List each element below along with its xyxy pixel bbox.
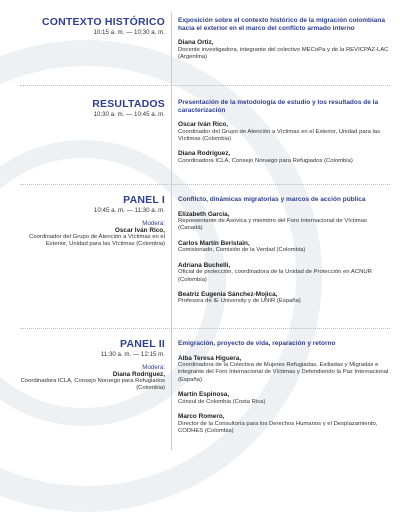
section-separator [20,328,390,329]
speaker-name: Diana Rodríguez, [178,150,231,158]
section-time: 10:15 a. m. — 10:30 a. m. [93,29,165,36]
section-time: 10:30 a. m. — 10:45 a. m. [93,111,165,118]
speaker-role: Director de la Consultoría para los Derechos Humanos y el Desplazamiento, CODHES (Colombia) [178,420,378,434]
speaker [178,211,390,233]
speaker-role: Cónsul de Colombia (Costa Rica) [178,398,266,405]
speaker-role: Coordinadora ICLA, Consejo Noruego para Refugiados (Colombia) [178,157,353,164]
section-content-panel-1 [178,196,390,306]
section-content-resultados [178,99,390,165]
speaker-name: Carlos Martín Beristain, [178,239,250,247]
speaker [178,150,390,165]
moderator-role: Coordinador del Grupo de Atención a Víctimas en el Exterior, Unidad para las Víctimas (Colombia) [29,234,165,248]
section-content-contexto [178,17,390,61]
speaker-name: Adriana Buchelli, [178,261,231,269]
speaker [178,391,390,406]
speaker [178,39,390,61]
speaker-name: Martín Espinosa, [178,391,230,399]
speaker-role: Coordinadora de la Colectiva de Mujeres Refugiadas, Exiliadas y Migradas e integrante del Foro Internacional de Víctimas y Defendiendo la Paz Internacional (España) [178,362,389,383]
column-divider [171,12,172,450]
section-topic: Presentación de la metodología de estudio y los resultados de la caracterización [178,99,379,114]
speaker-role: Oficial de protección, coordinadora de la Unidad de Protección en ACNUR (Colombia) [178,269,372,283]
speaker-role: Comisionado, Comisión de la Verdad (Colombia) [178,247,306,254]
speaker-role: Coordinador del Grupo de Atención a Víctimas en el Exterior, Unidad para las Víctimas (Colombia) [178,128,381,143]
speaker [178,413,390,435]
speaker-role: Representante de Asovica y miembro del Foro Internacional de Víctimas (Canadá) [178,218,367,232]
speaker-role: Profesora de IE University y de UNIR (España) [178,298,301,305]
speaker-name: Elizabeth García, [178,210,230,218]
section-title: PANEL I [123,194,165,206]
section-title: PANEL II [120,338,165,350]
speaker [178,355,390,384]
speaker [178,121,390,143]
speaker-name: Diana Ortiz, [178,39,214,47]
moderator-role: Coordinadora ICLA, Consejo Noruego para Refugiados (Colombia) [20,378,165,392]
section-header-resultados [92,98,165,118]
moderator-label: Modera: [142,364,165,371]
section-content-panel-2 [178,340,390,435]
section-separator [20,85,390,86]
section-separator [20,184,390,185]
section-header-panel-2 [15,338,165,393]
speaker-name: Oscar Iván Rico, [178,121,229,129]
speaker [178,262,390,284]
moderator-label: Modera: [142,220,165,227]
section-time: 11:30 a. m. — 12:15 m. [100,351,165,358]
moderator-name: Oscar Iván Rico, [114,227,165,234]
speaker [178,240,390,255]
speaker-name: Marco Romero, [178,412,225,420]
speaker-name: Alba Teresa Higuera, [178,354,242,362]
section-header-panel-1 [15,194,165,249]
speaker-name: Beatriz Eugenia Sánchez-Mojica, [178,290,278,298]
section-time: 10:45 a. m. — 11:30 a. m. [93,207,165,214]
section-topic: Exposición sobre el contexto histórico de la migración colombiana hacia el exterior en el marco del conflicto armado interno [178,17,385,32]
section-title: CONTEXTO HISTÓRICO [42,16,165,28]
moderator-name: Diana Rodríguez, [112,371,165,378]
section-topic: Emigración, proyecto de vida, reparación y retorno [178,340,336,347]
section-header-contexto [42,16,165,36]
speaker-role: Docente investigadora, integrante del colectivo MECoPa y de la REVICPAZ-LAC (Argentina) [178,46,389,61]
speaker [178,291,390,306]
section-topic: Conflicto, dinámicas migratorias y marcos de acción pública [178,196,366,203]
section-title: RESULTADOS [92,98,165,110]
